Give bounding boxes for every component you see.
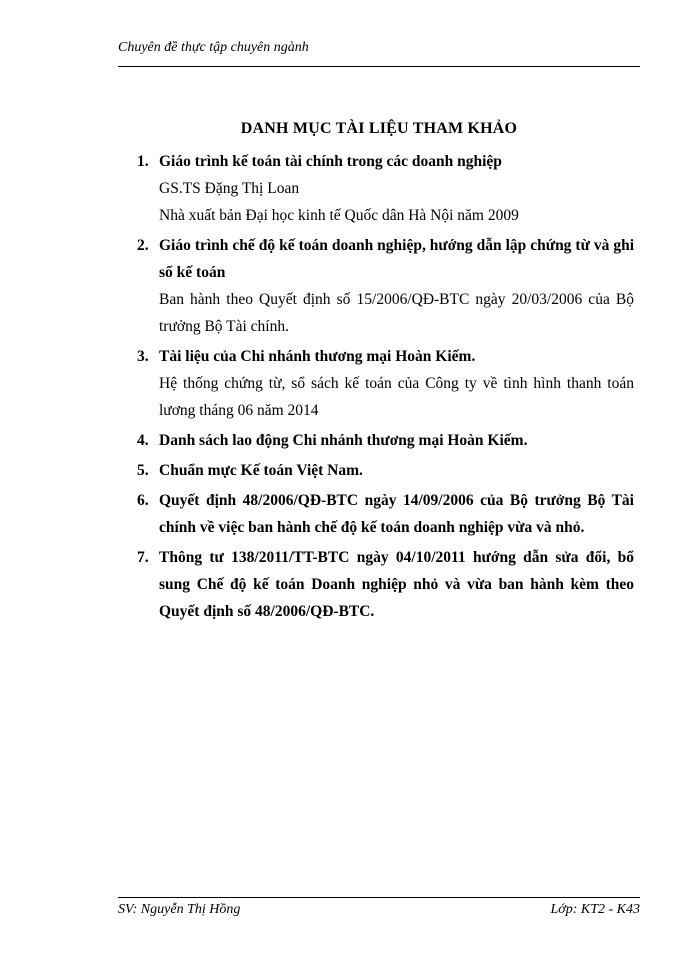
reference-number: 7. bbox=[137, 549, 149, 566]
reference-detail: Ban hành theo Quyết định số 15/2006/QĐ-BTC ngày 20/03/2006 của Bộ trưởng Bộ Tài chính. bbox=[159, 291, 634, 335]
reference-number: 6. bbox=[137, 492, 149, 509]
reference-item bbox=[118, 232, 634, 340]
footer-class: Lớp: KT2 - K43 bbox=[550, 902, 640, 917]
reference-number: 2. bbox=[137, 237, 149, 254]
reference-number: 3. bbox=[137, 348, 149, 365]
reference-item bbox=[118, 343, 634, 424]
reference-item bbox=[118, 544, 634, 625]
reference-number: 4. bbox=[137, 432, 149, 449]
reference-title: Chuẩn mực Kế toán Việt Nam. bbox=[159, 462, 363, 479]
reference-item bbox=[118, 148, 634, 229]
reference-item bbox=[118, 457, 634, 484]
reference-title: Thông tư 138/2011/TT-BTC ngày 04/10/2011 hướng dẫn sửa đổi, bổ sung Chế độ kế toán Doanh nghiệp nhỏ và vừa ban hành kèm theo Quyết định số 48/2006/QĐ-BTC. bbox=[159, 549, 634, 620]
reference-item bbox=[118, 487, 634, 541]
reference-title: Giáo trình kế toán tài chính trong các doanh nghiệp bbox=[159, 153, 502, 170]
reference-detail: Hệ thống chứng từ, sổ sách kế toán của Công ty về tình hình thanh toán lương tháng 06 năm 2014 bbox=[159, 375, 634, 419]
footer-student: SV: Nguyễn Thị Hồng bbox=[118, 902, 241, 917]
header-divider bbox=[118, 66, 640, 67]
reference-title: Danh sách lao động Chi nhánh thương mại Hoàn Kiếm. bbox=[159, 432, 528, 449]
reference-title: Giáo trình chế độ kế toán doanh nghiệp, hướng dẫn lập chứng từ và ghi sổ kế toán bbox=[159, 237, 634, 281]
reference-list bbox=[118, 148, 634, 625]
reference-item bbox=[118, 427, 634, 454]
reference-detail: GS.TS Đặng Thị Loan bbox=[159, 180, 300, 197]
reference-number: 1. bbox=[137, 153, 149, 170]
page-title: DANH MỤC TÀI LIỆU THAM KHẢO bbox=[240, 120, 518, 137]
reference-title: Tài liệu của Chi nhánh thương mại Hoàn Kiếm. bbox=[159, 348, 476, 365]
reference-title: Quyết định 48/2006/QĐ-BTC ngày 14/09/2006 của Bộ trưởng Bộ Tài chính về việc ban hành chế độ kế toán doanh nghiệp vừa và nhỏ. bbox=[159, 492, 634, 536]
reference-number: 5. bbox=[137, 462, 149, 479]
page-header: Chuyên đề thực tập chuyên ngành bbox=[118, 40, 309, 55]
reference-detail: Nhà xuất bản Đại học kinh tế Quốc dân Hà Nội năm 2009 bbox=[159, 207, 519, 224]
footer-divider bbox=[118, 897, 640, 898]
